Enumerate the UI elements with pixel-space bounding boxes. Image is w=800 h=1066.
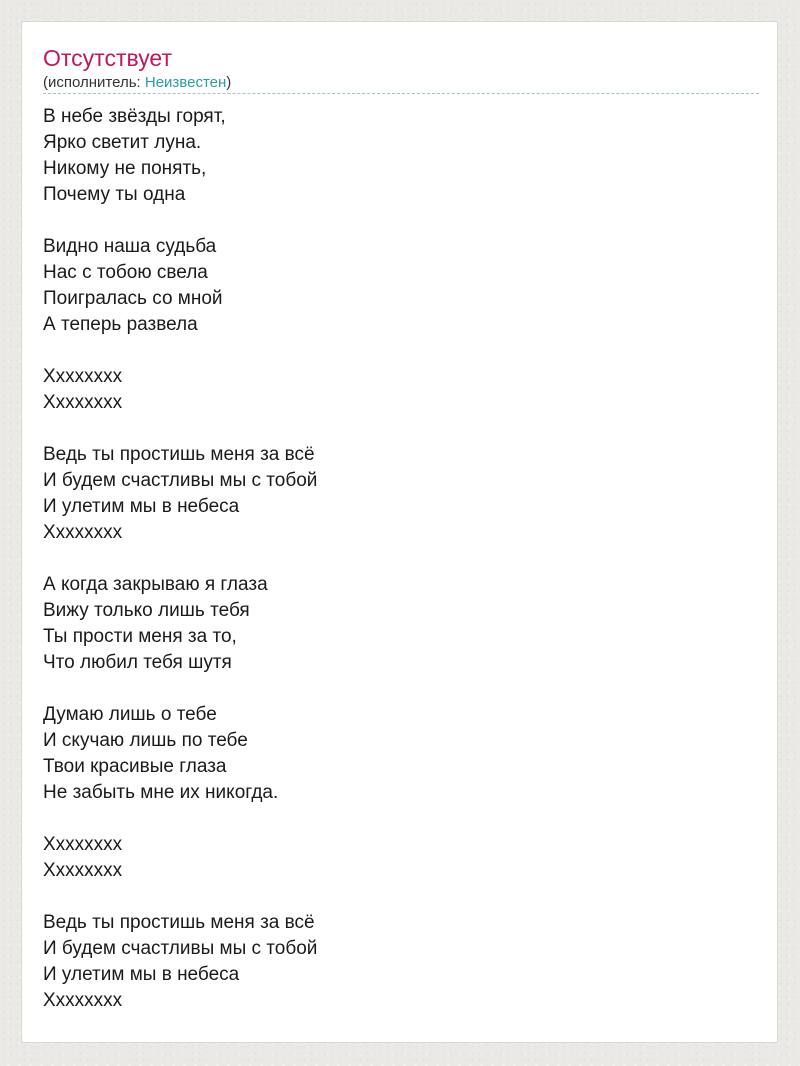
stanza-gap	[43, 338, 317, 364]
artist-prefix: (исполнитель:	[43, 74, 145, 91]
lyric-line: И будем счастливы мы с тобой	[43, 938, 318, 959]
stanza	[43, 702, 317, 806]
artist-suffix: )	[226, 74, 232, 91]
title-divider	[43, 93, 759, 94]
lyric-line: И улетим мы в небеса	[43, 496, 240, 517]
lyric-line: А когда закрываю я глаза	[43, 574, 268, 595]
lyric-line: Хххххххх	[43, 522, 123, 543]
stanza-gap	[43, 676, 317, 702]
lyric-line: Хххххххх	[43, 834, 123, 855]
song-title: Отсутствует	[43, 45, 172, 71]
lyric-line: Что любил тебя шутя	[43, 652, 232, 673]
lyric-line: Думаю лишь о тебе	[43, 704, 217, 725]
lyric-line: А теперь развела	[43, 314, 198, 335]
lyric-line: Хххххххх	[43, 366, 123, 387]
stanza-gap	[43, 806, 317, 832]
lyric-line: Никому не понять,	[43, 158, 207, 179]
lyric-line: Не забыть мне их никогда.	[43, 782, 279, 803]
lyric-line: И улетим мы в небеса	[43, 964, 240, 985]
lyric-line: Ты прости меня за то,	[43, 626, 237, 647]
lyric-line: Вижу только лишь тебя	[43, 600, 250, 621]
lyric-line: Ведь ты простишь меня за всё	[43, 912, 315, 933]
stanza-gap	[43, 546, 317, 572]
stanza	[43, 442, 317, 546]
stanza-gap	[43, 208, 317, 234]
stanza-gap	[43, 884, 317, 910]
stanza	[43, 234, 317, 338]
stanza	[43, 364, 317, 416]
lyric-line: Почему ты одна	[43, 184, 186, 205]
lyrics-body	[43, 104, 317, 1014]
lyric-line: Поигралась со мной	[43, 288, 223, 309]
artist-link[interactable]: Неизвестен	[144, 74, 227, 91]
stanza	[43, 832, 317, 884]
stanza	[43, 104, 317, 208]
lyrics-card	[21, 21, 778, 1043]
lyric-line: Видно наша судьба	[43, 236, 217, 257]
artist-line	[43, 73, 231, 93]
lyric-line: Ярко светит луна.	[43, 132, 202, 153]
lyric-line: Твои красивые глаза	[43, 756, 227, 777]
lyric-line: И скучаю лишь по тебе	[43, 730, 248, 751]
lyric-line: Нас с тобою свела	[43, 262, 208, 283]
stanza-gap	[43, 416, 317, 442]
lyric-line: В небе звёзды горят,	[43, 106, 226, 127]
stanza	[43, 910, 317, 1014]
stanza	[43, 572, 317, 676]
lyric-line: И будем счастливы мы с тобой	[43, 470, 318, 491]
lyric-line: Хххххххх	[43, 990, 123, 1011]
lyric-line: Ведь ты простишь меня за всё	[43, 444, 315, 465]
lyric-line: Хххххххх	[43, 392, 123, 413]
lyric-line: Хххххххх	[43, 860, 123, 881]
